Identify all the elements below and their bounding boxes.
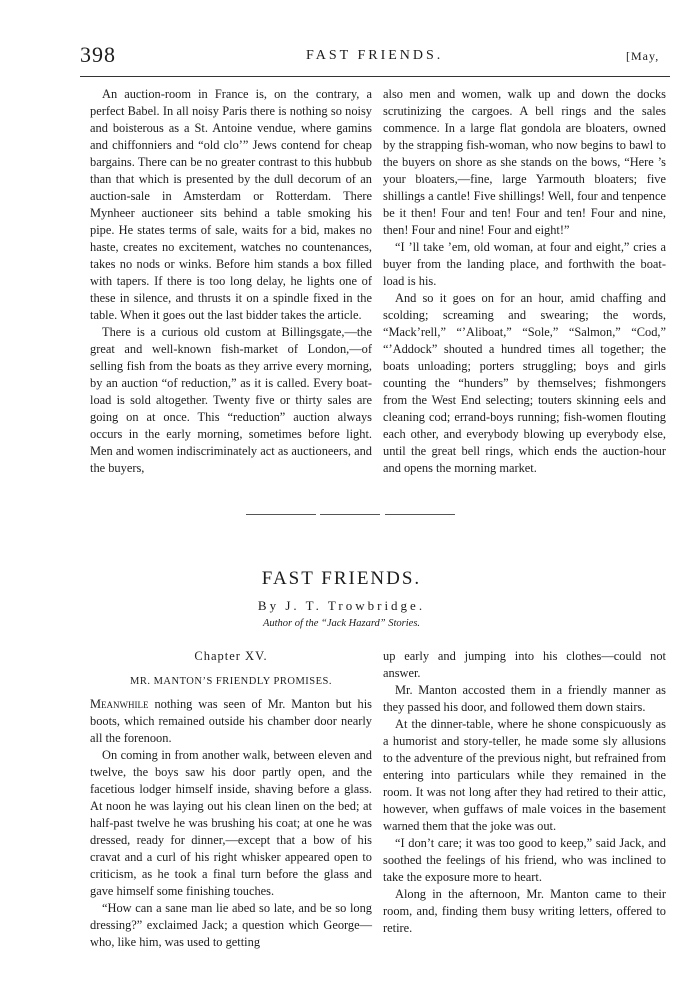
lead-word: Meanwhile <box>90 697 149 711</box>
page-number: 398 <box>80 42 116 67</box>
paragraph: “How can a sane man lie abed so late, and be so long dressing?” exclaimed Jack; a question which George—who, like him, was used to getting <box>90 901 372 949</box>
page-header <box>80 42 670 68</box>
running-title: FAST FRIENDS. <box>306 48 444 63</box>
section-divider-left <box>246 514 316 515</box>
paragraph: On coming in from another walk, between eleven and twelve, the boys saw his door partly open, and the facetious lodger himself inside, shaving before a glass. At noon he was laying out his clean linen on the bed; at half-past twelve he was brushing his coat; at one he was dressed, ready for dinner,—except that a bow of his cravat and a curl of his right whisker appeared open to criticism, as he took a final turn before the glass and gave himself some finishing touches. <box>90 748 372 898</box>
paragraph: And so it goes on for an hour, amid chaffing and scolding; screaming and swearing; the words, “Mack’rell,” “’Aliboat,” “Sole,” “Salmon,” “Cod,” “’Addock” shouted a hundred times all together; the boats unloading; porters struggling; boys and girls counting the “hunders” by themselves; fishmongers from the West End selecting; touters skinning eels and cleaning cod; errand-boys running; fish-women flouting each other, and everybody blowing up everybody else, until the great bell rings, which ends the auction-hour and opens the morning market. <box>383 291 666 475</box>
chapter-heading: Chapter XV. <box>194 649 268 663</box>
story-title: FAST FRIENDS. <box>261 568 422 589</box>
running-month: [May, <box>626 49 660 63</box>
story-column-right <box>383 648 666 937</box>
story-subtitle: Author of the “Jack Hazard” Stories. <box>262 618 421 629</box>
article-column-left <box>90 86 372 477</box>
paragraph: “I don’t care; it was too good to keep,” said Jack, and soothed the feelings of his friend, who was inclined to take the exposure more to heart. <box>383 836 666 884</box>
story-byline: By J. T. Trowbridge. <box>257 598 426 613</box>
section-divider-right <box>385 514 455 515</box>
paragraph: “I ’ll take ’em, old woman, at four and eight,” cries a buyer from the landing place, and forthwith the boat-load is his. <box>383 240 666 288</box>
header-rule <box>80 76 670 77</box>
paragraph: up early and jumping into his clothes—could not answer. <box>383 649 666 680</box>
lead-text: nothing was seen of Mr. Manton but his boots, which remained outside his chamber door nearly all the forenoon. <box>90 697 372 745</box>
paragraph: An auction-room in France is, on the contrary, a perfect Babel. In all noisy Paris there is nothing so noisy and boisterous as a St. Antoine vendue, where gamins and chiffonniers and “old clo’” Jews contend for cheap bargains. There can be no greater contrast to this hubbub than that which is presented by the dull decorum of an auction-sale in Amsterdam or Rotterdam. There Mynheer auctioneer sits behind a table smoking his pipe. He states terms of sale, waits for a bid, makes no haste, creates no excitement, watches no countenances, takes no nods or winks. Before him stands a box filled with tapers. If there is too long delay, he lights one of these in silence, and thrusts it on a spindle fixed in the table. When it goes out the last bidder takes the article. <box>90 87 372 322</box>
paragraph: There is a curious old custom at Billingsgate,—the great and well-known fish-market of London,—of selling fish from the boats as they arrive every morning, by an auction “of reduction,” as it is called. Every boat-load is sold altogether. Twenty five or thirty sales are going on at once. This “reduction” auction always occurs in the early morning, sometimes before light. Men and women indiscriminately act as auctioneers, and the buyers, <box>90 325 372 475</box>
paragraph: At the dinner-table, where he shone conspicuously as a humorist and story-teller, he made some sly allusions to the adventure of the previous night, but refrained from entering into particulars while they remained in the room. It was not long after they had retired to their attic, however, when guffaws of male voices in the basement warned them that the joke was out. <box>383 717 666 833</box>
chapter-title: MR. MANTON’S FRIENDLY PROMISES. <box>129 676 333 687</box>
paragraph: Mr. Manton accosted them in a friendly manner as they passed his door, and followed them down stairs. <box>383 683 666 714</box>
section-divider-center <box>320 514 380 515</box>
article-column-right <box>383 86 666 477</box>
paragraph: Along in the afternoon, Mr. Manton came to their room, and, finding them busy writing letters, offered to retire. <box>383 887 666 935</box>
story-column-left <box>90 648 372 951</box>
paragraph: also men and women, walk up and down the docks scrutinizing the cargoes. A bell rings and the sales commence. In a large flat gondola are bloaters, owned by the strapping fish-woman, who now begins to bawl to the buyers on shore as she stands on the bows, “Here ’s your bloaters,—fine, large Yarmouth bloaters; five shillings a cantle! Five shillings! Well, four and tenpence be it then! Four and ten! Four and ten! Four and nine, then! Four and nine! Four and eight!” <box>383 87 666 237</box>
paragraph <box>90 696 372 747</box>
